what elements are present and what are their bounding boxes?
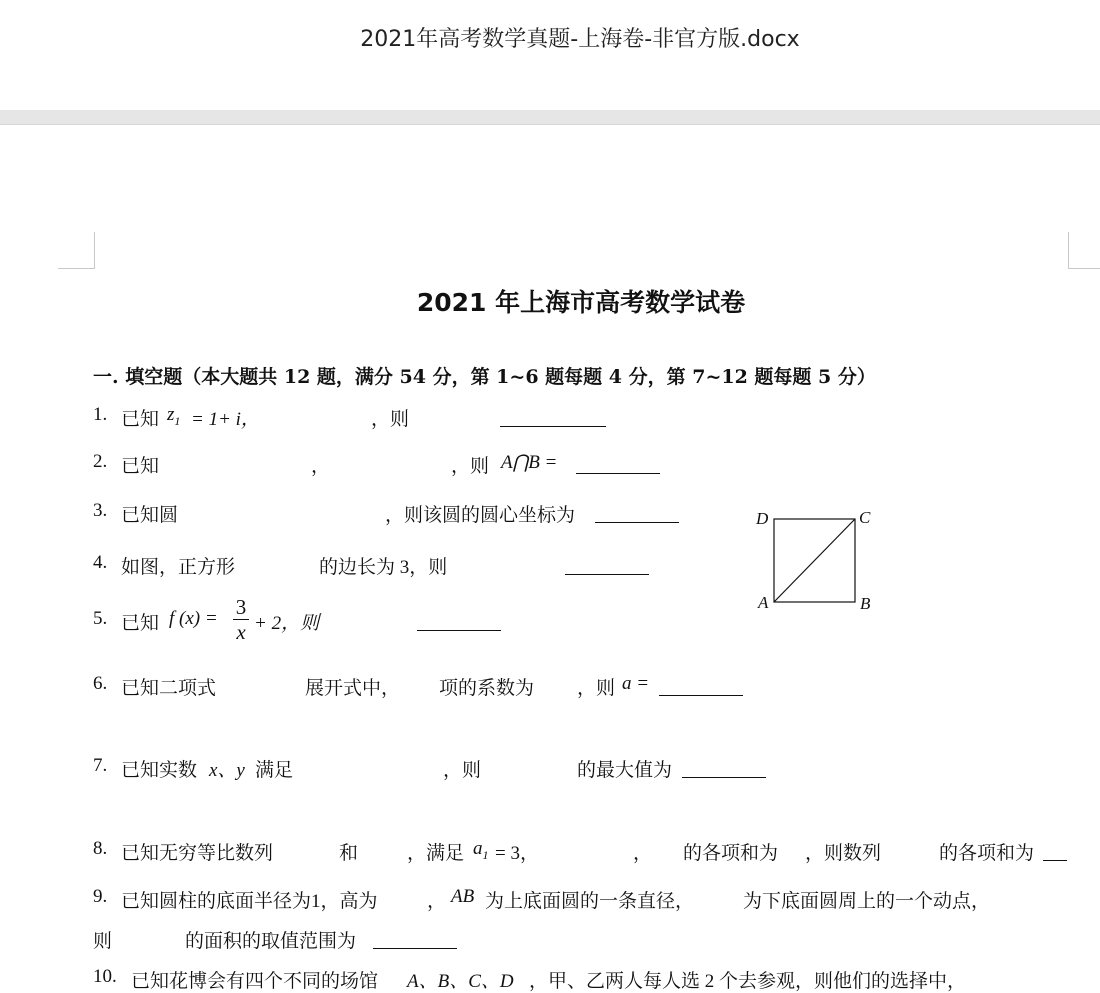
answer-blank[interactable]	[659, 673, 743, 696]
square-figure	[750, 504, 890, 614]
question-number: 7.	[93, 755, 108, 776]
math-a1: $a_1$	[473, 838, 489, 862]
question-number: 8.	[93, 838, 108, 859]
answer-blank[interactable]	[682, 755, 766, 778]
answer-blank[interactable]	[373, 926, 457, 949]
label-c: C	[859, 508, 871, 527]
question-text: 的各项和为	[683, 843, 779, 864]
question-text: ，则	[451, 456, 490, 477]
question-text: 的边长为 3，则	[319, 557, 448, 578]
question-text: 已知二项式	[121, 678, 217, 699]
math-expression: a =	[622, 673, 650, 694]
section-heading: 一. 填空题（本大题共 12 题，满分 54 分，第 1~6 题每题 4 分，第 7~12 题每题 5 分）	[93, 366, 876, 388]
question-text: 为上底面圆的一条直径，	[485, 891, 695, 912]
answer-blank[interactable]	[595, 500, 679, 523]
question-text: 已知实数	[121, 760, 198, 781]
question-text: ，	[427, 891, 447, 912]
math-variable: AB	[451, 886, 475, 907]
document-title: 2021年高考数学真题-上海卷-非官方版.docx	[360, 27, 800, 52]
answer-blank[interactable]	[417, 608, 501, 631]
math-expression: A⋂B =	[501, 452, 558, 473]
question-text: ，则	[443, 760, 482, 781]
label-b: B	[860, 594, 871, 613]
math-variables: x、y	[209, 760, 245, 781]
question-text: 已知圆柱的底面半径为1，高为	[121, 891, 378, 912]
question-text: = 3，	[495, 843, 539, 864]
question-text: ，则	[371, 409, 410, 430]
question-text: + 2，则	[254, 613, 320, 634]
question-number: 4.	[93, 552, 108, 573]
question-text: ，则数列	[805, 843, 882, 864]
question-text: ，甲、乙两人每人选 2 个去参观，则他们的选择中，	[529, 971, 967, 992]
question-text: 和	[339, 843, 359, 864]
title-bar	[0, 0, 1100, 110]
answer-blank[interactable]	[500, 404, 606, 427]
question-text: 已知	[121, 456, 160, 477]
question-number: 10.	[93, 966, 117, 987]
math-function: f (x) =	[169, 608, 218, 629]
math-variables: A、B、C、D	[407, 971, 514, 992]
question-text: ，满足	[407, 843, 465, 864]
question-text: 项的系数为	[439, 678, 535, 699]
question-number: 6.	[93, 673, 108, 694]
question-number: 1.	[93, 404, 108, 425]
question-text: = 1+ i，	[191, 409, 260, 430]
fraction-numerator: 3	[235, 595, 247, 619]
answer-blank[interactable]	[1043, 838, 1067, 861]
question-text: 展开式中，	[305, 678, 401, 699]
question-text: 已知无穷等比数列	[121, 843, 274, 864]
question-number: 9.	[93, 886, 108, 907]
square-diagonal	[774, 519, 855, 602]
question-text: 已知	[121, 613, 160, 634]
math-z: $z_1$	[167, 404, 181, 428]
question-text: 的面积的取值范围为	[185, 931, 357, 952]
page-title: 2021 年上海市高考数学试卷	[416, 288, 746, 317]
question-text: 的最大值为	[577, 760, 673, 781]
question-text: 已知圆	[121, 505, 179, 526]
question-text: ，则	[577, 678, 616, 699]
question-text: 则	[93, 931, 113, 952]
question-number: 3.	[93, 500, 108, 521]
margin-corner-top-right	[1068, 232, 1100, 269]
question-text: 已知花博会有四个不同的场馆	[131, 971, 379, 992]
question-text: 已知	[121, 409, 160, 430]
label-d: D	[756, 509, 769, 528]
question-number: 2.	[93, 451, 108, 472]
answer-blank[interactable]	[565, 552, 649, 575]
fraction	[233, 595, 249, 645]
question-text: 的各项和为	[939, 843, 1035, 864]
question-number: 5.	[93, 608, 108, 629]
label-a: A	[758, 593, 769, 612]
fraction-denominator: x	[236, 620, 246, 644]
question-text: 为下底面圆周上的一个动点，	[743, 891, 991, 912]
question-text: 如图，正方形	[121, 557, 236, 578]
question-text: ，则该圆的圆心坐标为	[385, 505, 576, 526]
question-text: ，	[311, 456, 331, 477]
toolbar-separator	[0, 110, 1100, 125]
margin-corner-top-left	[58, 232, 95, 269]
question-text: ，	[633, 843, 653, 864]
question-text: 满足	[255, 760, 294, 781]
answer-blank[interactable]	[576, 451, 660, 474]
